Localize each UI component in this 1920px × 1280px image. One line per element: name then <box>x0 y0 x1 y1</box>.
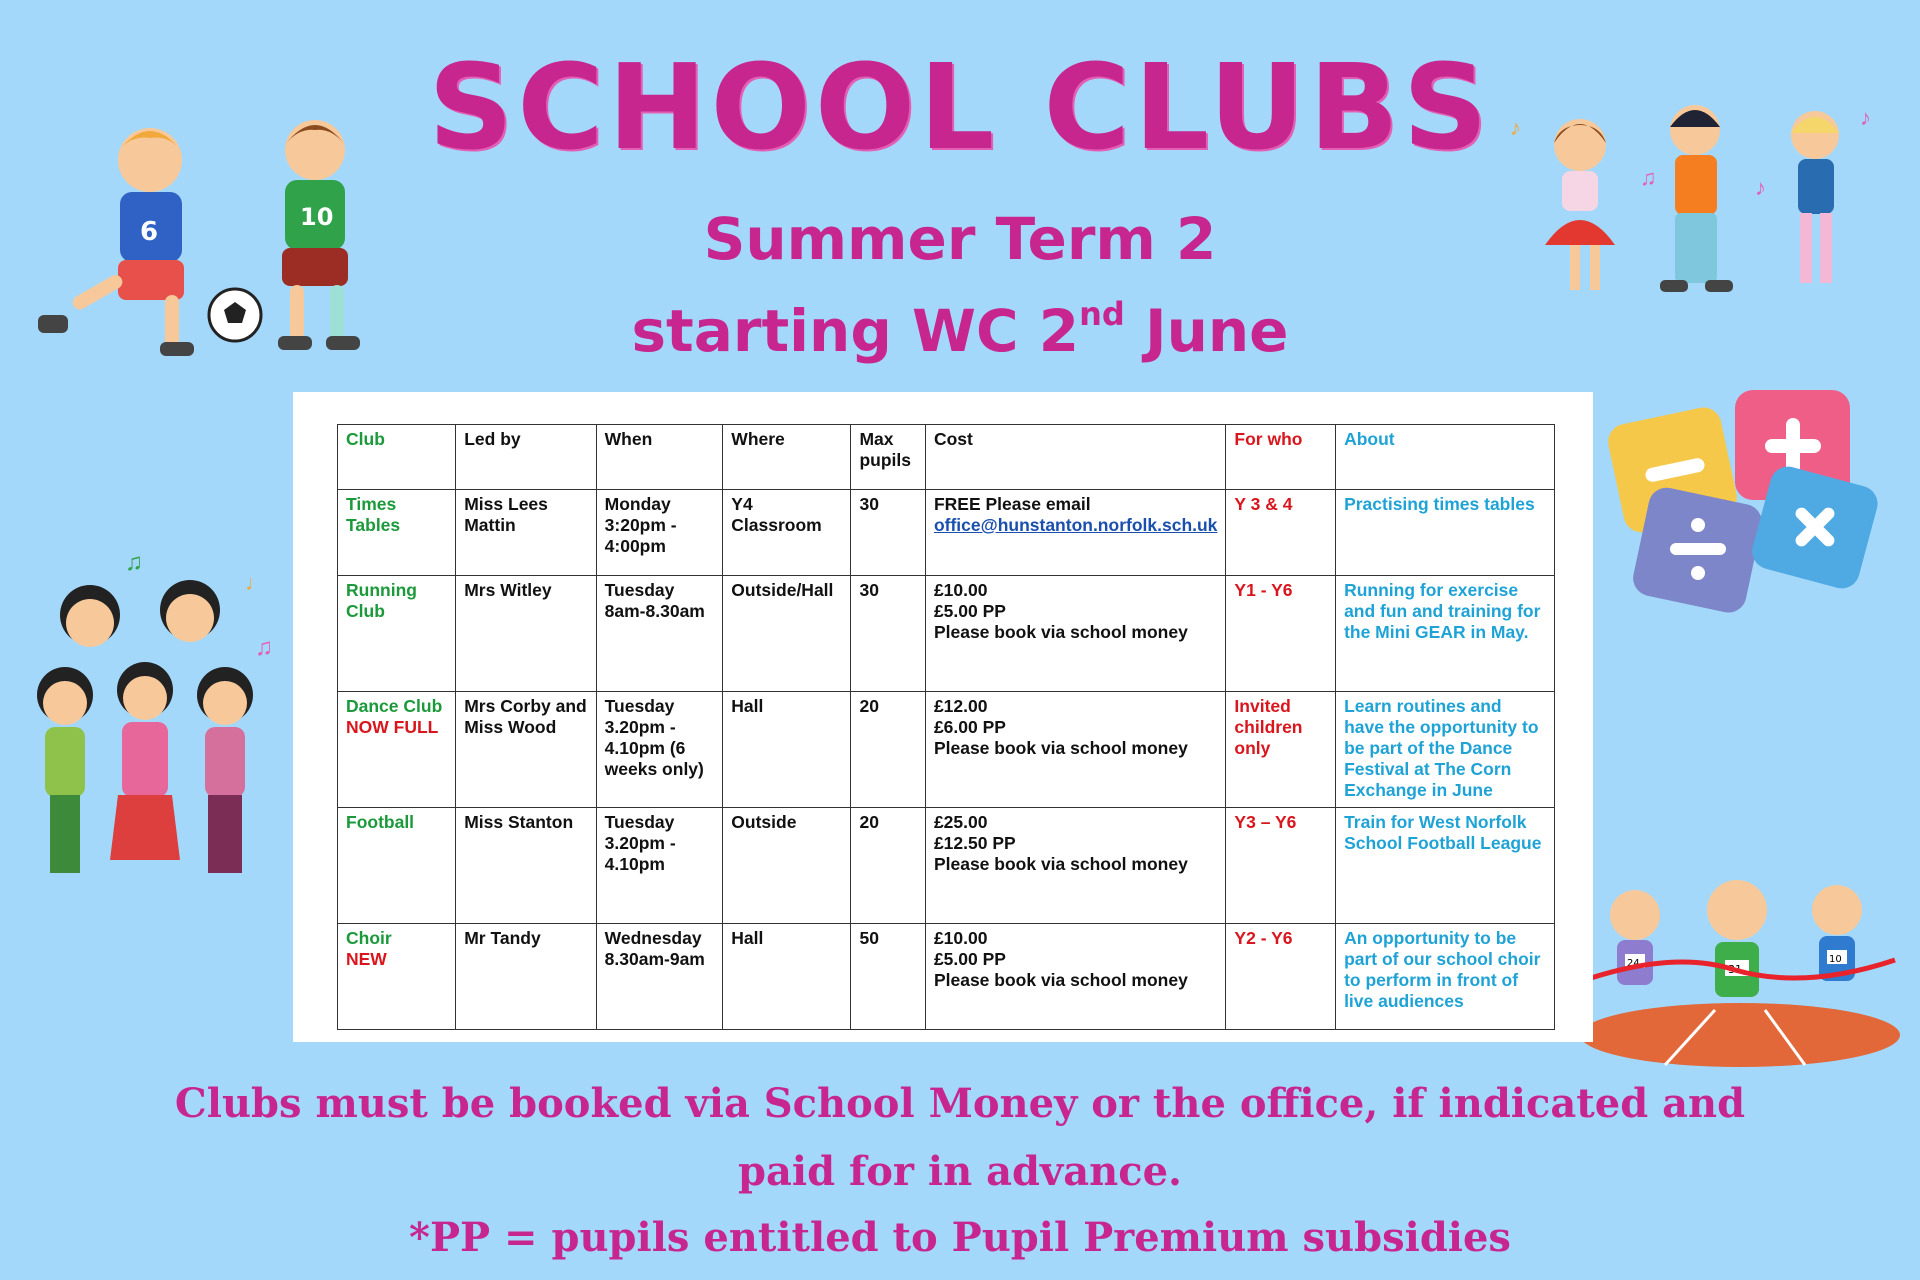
cost-note: Please book via school money <box>933 738 1188 758</box>
cost-note: Please book via school money <box>933 622 1188 642</box>
header-club: Club <box>338 425 456 490</box>
table-row <box>338 924 1555 1030</box>
header-cost: Cost <box>925 425 1225 490</box>
cost <box>925 692 1225 808</box>
start-date-ordinal: nd <box>1079 295 1125 333</box>
where: Outside <box>723 808 851 924</box>
cost-full: £10.00 <box>933 928 988 948</box>
where: Outside/Hall <box>723 576 851 692</box>
led-by: Mrs Corby and Miss Wood <box>456 692 596 808</box>
cost-note: Please book via school money <box>933 970 1188 990</box>
svg-text:♩: ♩ <box>245 570 267 595</box>
about: Practising times tables <box>1336 490 1555 576</box>
led-by: Mr Tandy <box>456 924 596 1030</box>
svg-text:♪: ♪ <box>1510 115 1521 140</box>
svg-text:♫: ♫ <box>255 634 273 661</box>
table-row <box>338 808 1555 924</box>
math-symbols-icon <box>1595 385 1895 635</box>
start-date-prefix: starting WC 2 <box>631 297 1080 365</box>
svg-text:6: 6 <box>140 217 159 247</box>
when: Tuesday 8am-8.30am <box>596 576 723 692</box>
cost <box>925 808 1225 924</box>
clubs-table <box>337 424 1555 1030</box>
cost-pp: £5.00 PP <box>933 949 1006 969</box>
cost-pp: £5.00 PP <box>933 601 1006 621</box>
table-header-row <box>338 425 1555 490</box>
cost-full: £10.00 <box>933 580 988 600</box>
max-pupils: 30 <box>851 490 925 576</box>
svg-text:31: 31 <box>1728 963 1742 976</box>
svg-text:♫: ♫ <box>125 555 143 576</box>
header-led-by: Led by <box>456 425 596 490</box>
led-by: Mrs Witley <box>456 576 596 692</box>
header-max-pupils <box>851 425 925 490</box>
max-pupils: 20 <box>851 808 925 924</box>
where: Y4 Classroom <box>723 490 851 576</box>
header-about: About <box>1336 425 1555 490</box>
for-who: Y3 – Y6 <box>1226 808 1336 924</box>
header-where: Where <box>723 425 851 490</box>
choir-kids-icon <box>10 555 285 885</box>
for-who: Invited children only <box>1226 692 1336 808</box>
cost-note: Please book via school money <box>933 854 1188 874</box>
cost <box>925 924 1225 1030</box>
cost <box>925 576 1225 692</box>
svg-text:24: 24 <box>1627 958 1640 969</box>
header-max-line1: Max <box>859 429 894 449</box>
when: Tuesday 3.20pm - 4.10pm (6 weeks only) <box>596 692 723 808</box>
about: Learn routines and have the opportunity to be part of the Dance Festival at The Corn Exchange in June <box>1336 692 1555 808</box>
header-max-line2: pupils <box>859 450 911 470</box>
cost <box>925 490 1225 576</box>
svg-text:♫: ♫ <box>1640 165 1657 190</box>
club-name: Football <box>338 808 456 924</box>
table-row <box>338 692 1555 808</box>
table-row <box>338 576 1555 692</box>
svg-text:10: 10 <box>300 203 334 231</box>
for-who: Y2 - Y6 <box>1226 924 1336 1030</box>
dancing-kids-icon <box>1500 95 1880 305</box>
club-name: Running Club <box>338 576 456 692</box>
club-status-badge: NEW <box>346 949 387 969</box>
about: Running for exercise and fun and training for the Mini GEAR in May. <box>1336 576 1555 692</box>
svg-text:10: 10 <box>1829 954 1842 965</box>
cost-full: £25.00 <box>933 812 988 832</box>
about: Train for West Norfolk School Football League <box>1336 808 1555 924</box>
office-email-link[interactable]: office@hunstanton.norfolk.sch.uk <box>933 515 1218 535</box>
cost-pp: £12.50 PP <box>933 833 1016 853</box>
club-name <box>338 692 456 808</box>
running-race-icon <box>1575 870 1905 1070</box>
max-pupils: 50 <box>851 924 925 1030</box>
cost-text: FREE Please email <box>933 494 1091 514</box>
led-by: Miss Stanton <box>456 808 596 924</box>
svg-text:♪: ♪ <box>1860 105 1871 130</box>
for-who: Y 3 & 4 <box>1226 490 1336 576</box>
page-title: SCHOOL CLUBS <box>428 38 1492 176</box>
max-pupils: 30 <box>851 576 925 692</box>
max-pupils: 20 <box>851 692 925 808</box>
club-name-text: Dance Club <box>346 696 443 716</box>
table-row <box>338 490 1555 576</box>
for-who: Y1 - Y6 <box>1226 576 1336 692</box>
when: Wednesday 8.30am-9am <box>596 924 723 1030</box>
cost-pp: £6.00 PP <box>933 717 1006 737</box>
club-name: Times Tables <box>338 490 456 576</box>
clubs-timetable-sheet <box>293 392 1593 1042</box>
term-subtitle: Summer Term 2 <box>703 205 1217 273</box>
booking-notice-line1: Clubs must be booked via School Money or the office, if indicated and <box>174 1080 1746 1127</box>
led-by: Miss Lees Mattin <box>456 490 596 576</box>
club-name <box>338 924 456 1030</box>
club-name-text: Choir <box>346 928 392 948</box>
start-date-suffix: June <box>1124 297 1289 365</box>
club-status-badge: NOW FULL <box>346 717 439 737</box>
football-kids-icon <box>20 110 420 360</box>
when: Tuesday 3.20pm - 4.10pm <box>596 808 723 924</box>
about: An opportunity to be part of our school choir to perform in front of live audiences <box>1336 924 1555 1030</box>
where: Hall <box>723 692 851 808</box>
pupil-premium-note: *PP = pupils entitled to Pupil Premium subsidies <box>409 1214 1511 1261</box>
when: Monday 3:20pm - 4:00pm <box>596 490 723 576</box>
header-for-who: For who <box>1226 425 1336 490</box>
cost-full: £12.00 <box>933 696 988 716</box>
booking-notice-line2: paid for in advance. <box>738 1148 1182 1195</box>
svg-text:♪: ♪ <box>1755 175 1766 200</box>
where: Hall <box>723 924 851 1030</box>
header-when: When <box>596 425 723 490</box>
